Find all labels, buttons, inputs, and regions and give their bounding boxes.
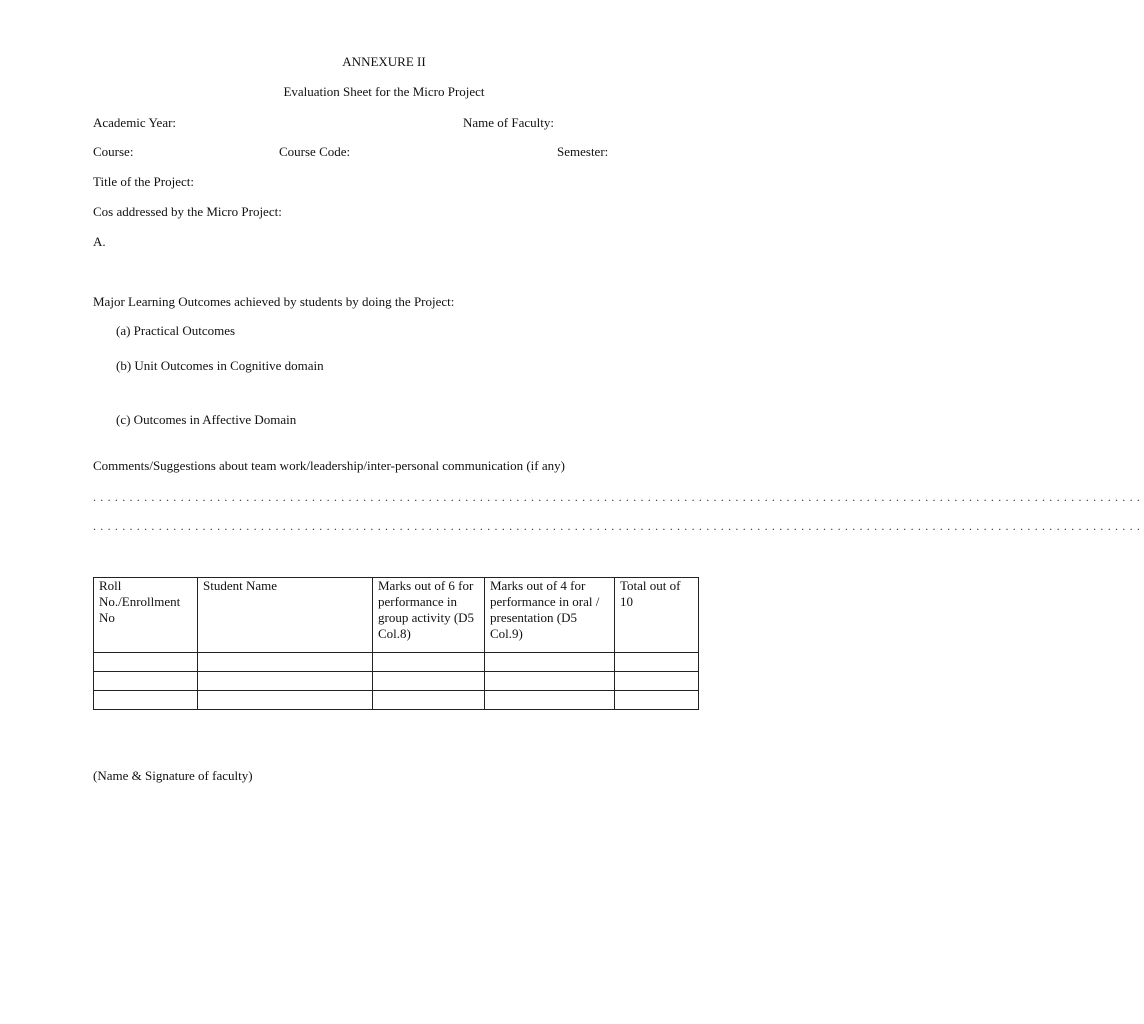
- semester-label: Semester:: [557, 144, 609, 159]
- table-row: [94, 672, 699, 691]
- comments-dotted-line-2: ................................................................................................................................................: [93, 519, 1144, 533]
- table-header-row: [94, 578, 699, 653]
- group-activity-marks-header: Marks out of 6 for performance in group activity (D5 Col.8): [373, 578, 485, 653]
- roll-no-cell[interactable]: [94, 691, 198, 710]
- outcome-item-affective: (c) Outcomes in Affective Domain: [116, 412, 297, 427]
- course-code-label: Course Code:: [279, 144, 351, 159]
- total-marks-cell[interactable]: [615, 672, 699, 691]
- student-name-cell[interactable]: [198, 653, 373, 672]
- total-marks-cell[interactable]: [615, 691, 699, 710]
- table-row: [94, 691, 699, 710]
- student-name-cell[interactable]: [198, 672, 373, 691]
- annexure-title: ANNEXURE II: [342, 54, 426, 69]
- outcome-item-practical: (a) Practical Outcomes: [116, 323, 236, 338]
- group-activity-marks-cell[interactable]: [373, 653, 485, 672]
- group-activity-marks-cell[interactable]: [373, 691, 485, 710]
- oral-presentation-marks-cell[interactable]: [485, 653, 615, 672]
- roll-no-cell[interactable]: [94, 672, 198, 691]
- oral-presentation-marks-cell[interactable]: [485, 691, 615, 710]
- outcome-item-cognitive: (b) Unit Outcomes in Cognitive domain: [116, 358, 324, 373]
- total-marks-header: Total out of 10: [615, 578, 699, 653]
- page-subtitle: Evaluation Sheet for the Micro Project: [283, 84, 485, 99]
- outcomes-heading: Major Learning Outcomes achieved by students by doing the Project:: [93, 294, 455, 309]
- comments-label: Comments/Suggestions about team work/leadership/inter-personal communication (if any): [93, 458, 565, 473]
- evaluation-table: [93, 577, 699, 710]
- faculty-signature-label: (Name & Signature of faculty): [93, 768, 253, 783]
- cos-item-a: A.: [93, 234, 106, 249]
- cos-addressed-label: Cos addressed by the Micro Project:: [93, 204, 282, 219]
- student-name-cell[interactable]: [198, 691, 373, 710]
- comments-dotted-line-1: ................................................................................................................................................: [93, 490, 1144, 504]
- roll-no-cell[interactable]: [94, 653, 198, 672]
- academic-year-label: Academic Year:: [93, 115, 177, 130]
- total-marks-cell[interactable]: [615, 653, 699, 672]
- course-label: Course:: [93, 144, 134, 159]
- group-activity-marks-cell[interactable]: [373, 672, 485, 691]
- oral-presentation-marks-cell[interactable]: [485, 672, 615, 691]
- table-row: [94, 653, 699, 672]
- project-title-label: Title of the Project:: [93, 174, 194, 189]
- student-name-header: Student Name: [198, 578, 373, 653]
- roll-no-header: Roll No./Enrollment No: [94, 578, 198, 653]
- oral-presentation-marks-header: Marks out of 4 for performance in oral / presentation (D5 Col.9): [485, 578, 615, 653]
- faculty-name-label: Name of Faculty:: [463, 115, 554, 130]
